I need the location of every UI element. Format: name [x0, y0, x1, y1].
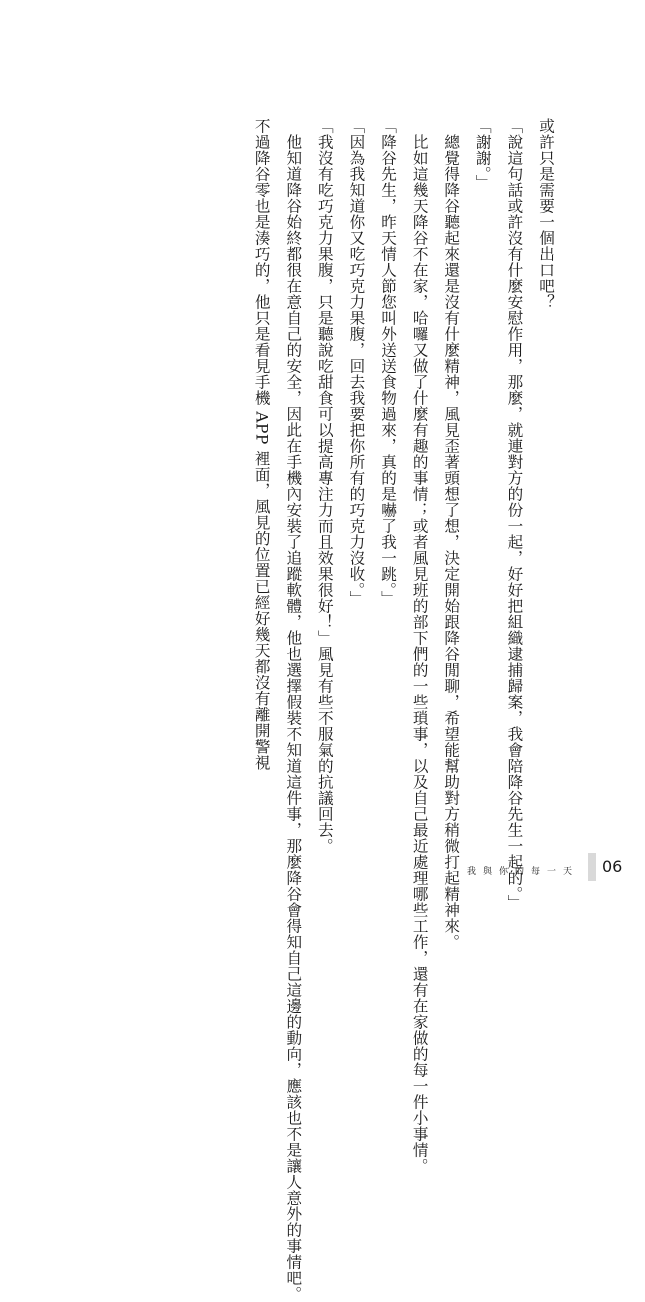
paragraph: 「降谷先生，昨天情人節您叫外送送食物過來，真的是嚇了我一跳。」	[379, 118, 398, 607]
paragraph: 比如這幾天降谷不在家，哈囉又做了什麼有趣的事情；或者風見班的部下們的一些瑣事，以及自己最近處理哪些工作，還有在家做的每一件小事情。	[410, 133, 429, 1174]
page-number-bar	[588, 853, 596, 881]
paragraph: 他知道降谷始終都很在意自己的安全，因此在手機內安裝了追蹤軟體，他也選擇假裝不知道這件事，那麼降谷會得知自己這邊的動向，應該也不是讓人意外的事情吧。	[284, 133, 303, 1302]
paragraph: 不過降谷零也是湊巧的，他只是看見手機 APP 裡面，風見的位置已經好幾天都沒有離開警視	[252, 118, 271, 771]
page-number: 06	[602, 857, 623, 876]
paragraph: 「說這句話或許沒有什麼安慰作用，那麼，就連對方的份一起，好好把組織逮捕歸案，我會陪降谷先生一起的。」	[505, 118, 524, 911]
paragraph: 總覺得降谷聽起來還是沒有什麼精神，風見歪著頭想了想，決定開始跟降谷閒聊，希望能幫助對方稍微打起精神來。	[442, 133, 461, 950]
paragraph: 「因為我知道你又吃巧克力果腹，回去我要把你所有的巧克力沒收。」	[347, 118, 366, 607]
paragraph: 或許只是需要一個出口吧？	[537, 118, 555, 310]
running-footer-title: 我與你的每一天	[466, 867, 579, 877]
paragraph: 「我沒有吃巧克力果腹，只是聽說吃甜食可以提高專注力而且效果很好！」風見有些不服氣的抗議回去。	[315, 118, 334, 854]
paragraph: 「謝謝。」	[473, 118, 492, 191]
